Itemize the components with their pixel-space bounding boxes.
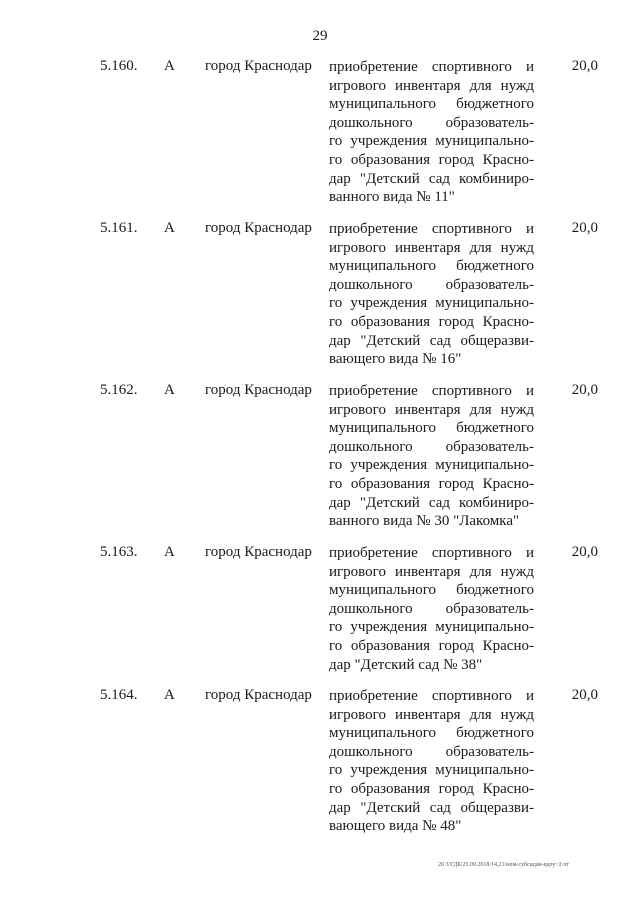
row-description — [329, 382, 534, 531]
description-line: дошкольного образователь- — [329, 438, 534, 455]
description-line: приобретение спортивного и — [329, 221, 534, 237]
description-line: дошкольного образователь- — [329, 276, 534, 293]
row-amount: 20,0 — [571, 220, 598, 236]
description-line: игрового инвентаря для нужд — [329, 239, 534, 256]
row-category: А — [164, 687, 175, 703]
table-row — [0, 58, 640, 220]
row-description — [329, 58, 534, 207]
description-line: го учреждения муниципально- — [329, 295, 534, 312]
table-body — [0, 58, 640, 849]
row-number: 5.163. — [100, 544, 138, 560]
description-line: го учреждения муниципально- — [329, 133, 534, 150]
row-municipality: город Краснодар — [205, 58, 312, 74]
row-amount: 20,0 — [571, 58, 598, 74]
row-description — [329, 687, 534, 836]
description-line: игрового инвентаря для нужд — [329, 77, 534, 94]
description-line: муниципального бюджетного — [329, 725, 534, 742]
description-line: дар "Детский сад комбиниро- — [329, 494, 534, 511]
description-line: игрового инвентаря для нужд — [329, 401, 534, 418]
row-municipality: город Краснодар — [205, 220, 312, 236]
table-row — [0, 687, 640, 849]
description-line: дар "Детский сад общеразви- — [329, 332, 534, 349]
description-line: игрового инвентаря для нужд — [329, 563, 534, 580]
row-category: А — [164, 58, 175, 74]
row-number: 5.160. — [100, 58, 138, 74]
description-line: дошкольного образователь- — [329, 600, 534, 617]
description-line: муниципального бюджетного — [329, 96, 534, 113]
description-line: ванного вида № 11" — [329, 189, 455, 206]
table-row — [0, 382, 640, 544]
row-description — [329, 220, 534, 369]
page-number: 29 — [312, 28, 328, 44]
description-line: вающего вида № 16" — [329, 351, 462, 368]
row-number: 5.162. — [100, 382, 138, 398]
row-category: А — [164, 382, 175, 398]
row-category: А — [164, 220, 175, 236]
description-line: ванного вида № 30 "Лакомка" — [329, 513, 520, 530]
description-line: вающего вида № 48" — [329, 818, 462, 835]
row-description — [329, 544, 534, 674]
row-amount: 20,0 — [571, 687, 598, 703]
description-line: го учреждения муниципально- — [329, 457, 534, 474]
description-line: муниципального бюджетного — [329, 258, 534, 275]
description-line: приобретение спортивного и — [329, 688, 534, 704]
footer-document-code: 20 3/ГДБ/25.09.2018/14,21/нпм-субсидия-вдоу~2.чт — [438, 862, 569, 868]
row-municipality: город Краснодар — [205, 544, 312, 560]
row-amount: 20,0 — [571, 544, 598, 560]
description-line: го образования город Красно- — [329, 780, 534, 797]
description-line: го образования город Красно- — [329, 637, 534, 654]
row-amount: 20,0 — [571, 382, 598, 398]
table-row — [0, 220, 640, 382]
description-line: го образования город Красно- — [329, 475, 534, 492]
description-line: го учреждения муниципально- — [329, 619, 534, 636]
description-line: приобретение спортивного и — [329, 383, 534, 399]
row-municipality: город Краснодар — [205, 382, 312, 398]
description-line: приобретение спортивного и — [329, 59, 534, 75]
description-line: муниципального бюджетного — [329, 420, 534, 437]
description-line: дошкольного образователь- — [329, 743, 534, 760]
description-line: дошкольного образователь- — [329, 114, 534, 131]
description-line: муниципального бюджетного — [329, 582, 534, 599]
row-number: 5.164. — [100, 687, 138, 703]
description-line: дар "Детский сад комбиниро- — [329, 170, 534, 187]
description-line: дар "Детский сад общеразви- — [329, 799, 534, 816]
description-line: приобретение спортивного и — [329, 545, 534, 561]
description-line: го образования город Красно- — [329, 313, 534, 330]
description-line: игрового инвентаря для нужд — [329, 706, 534, 723]
description-line: го образования город Красно- — [329, 151, 534, 168]
row-number: 5.161. — [100, 220, 138, 236]
row-municipality: город Краснодар — [205, 687, 312, 703]
description-line: го учреждения муниципально- — [329, 762, 534, 779]
table-row — [0, 544, 640, 687]
description-line: дар "Детский сад № 38" — [329, 656, 483, 673]
row-category: А — [164, 544, 175, 560]
